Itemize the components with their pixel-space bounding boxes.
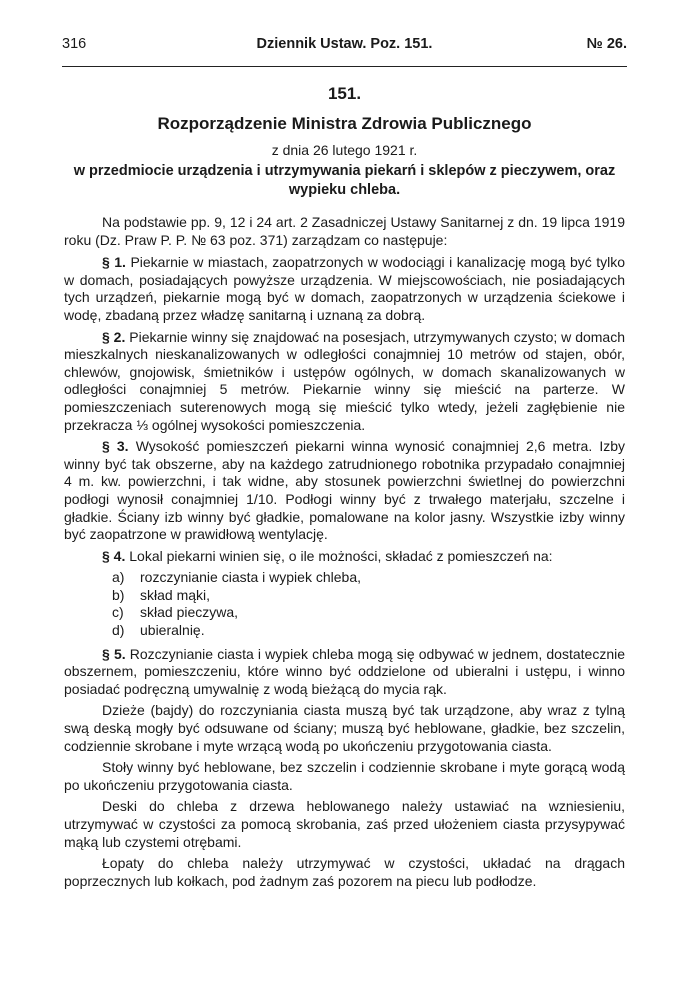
section-text: Piekarnie winny się znajdować na posesjach, utrzymywanych czysto; w domach mieszkalnych nieskanalizowanych w odległości conajmniej 10 metrów od stajen, obór, chlewów, gnojowisk, śmietników i ustępów ogólnych, w domach skanalizowanych w odległości conajmniej 5 metrów. Piekarnie winny się mieścić na parterze. W pomieszczeniach suterenowych mogą się mieścić tylko wtedy, jeżeli zagłębienie nie przekracza ⅓ ogólnej wysokości pomieszczenia.: [64, 328, 625, 433]
page-header: [62, 36, 627, 54]
section-label: § 2.: [102, 328, 126, 345]
room-list: [64, 569, 625, 639]
section-text: Lokal piekarni winien się, o ile możności, składać z pomieszczeń na:: [129, 547, 553, 564]
list-item-text: skład mąki,: [140, 586, 211, 603]
paragraph-tables: Stoły winny być heblowane, bez szczelin i codziennie skrobane i myte gorącą wodą po ukończeniu przygotowania ciasta.: [64, 759, 625, 793]
issue-number: № 26.: [586, 36, 627, 52]
paragraph-bread-boards: Deski do chleba z drzewa heblowanego należy ustawiać na wzniesieniu, utrzymywać w czystości za pomocą skrobania, zaś przed ułożeniem ciasta przysypywać mąką lub czystemi otrębami.: [64, 798, 625, 850]
section-3: [64, 438, 625, 544]
section-label: § 4.: [102, 547, 126, 564]
document-body: [64, 214, 625, 890]
page-number: 316: [62, 36, 87, 52]
list-item: [64, 622, 625, 640]
section-1: [64, 254, 625, 324]
list-item-label: b): [112, 586, 125, 603]
document-title: Rozporządzenie Ministra Zdrowia Publicznego: [157, 114, 532, 133]
list-item-label: d): [112, 622, 125, 639]
paragraph-bread-peels: Łopaty do chleba należy utrzymywać w czystości, układać na drągach poprzecznych lub kołkach, pod żadnym zaś pozorem na piecu lub podłodze.: [64, 855, 625, 889]
section-text: Rozczynianie ciasta i wypiek chleba mogą się odbywać w jednem, dostatecznie obszernem, pomieszczeniu, które winno być oddzielone od ubieralni i ustępu, i winno posiadać podręczną umywalnię z wodą bieżącą do mycia rąk.: [64, 645, 625, 697]
section-text: Piekarnie w miastach, zaopatrzonych w wodociągi i kanalizację mogą być tylko w domach, posiadających powyższe urządzenia. W miejscowościach, nie posiadających tych urządzeń, piekarnie mogą być w domach, zaopatrzonych w urządzenia ściekowe i wodę, zbadaną przez władzę sanitarną i uznaną za dobrą.: [64, 254, 625, 323]
list-item-text: skład pieczywa,: [140, 604, 239, 621]
intro-paragraph: Na podstawie pp. 9, 12 i 24 art. 2 Zasadniczej Ustawy Sanitarnej z dn. 19 lipca 1919 roku (Dz. Praw P. P. № 63 poz. 371) zarządzam co następuje:: [64, 214, 625, 248]
document-date: z dnia 26 lutego 1921 r.: [271, 142, 418, 158]
header-divider: [62, 66, 627, 67]
section-5: [64, 646, 625, 699]
list-item-text: rozczynianie ciasta i wypiek chleba,: [140, 569, 361, 586]
list-item: [64, 587, 625, 605]
section-label: § 1.: [102, 254, 126, 271]
journal-title: Dziennik Ustaw. Poz. 151.: [256, 36, 433, 52]
list-item-label: c): [112, 604, 124, 621]
list-item: [64, 604, 625, 622]
section-4: [64, 548, 625, 566]
list-item-label: a): [112, 569, 125, 586]
list-item: [64, 569, 625, 587]
list-item-text: ubieralnię.: [140, 622, 205, 639]
section-label: § 3.: [102, 438, 129, 455]
document-content: [64, 80, 625, 894]
section-text: Wysokość pomieszczeń piekarni winna wynosić conajmniej 2,6 metra. Izby winny być tak obszerne, aby na każdego zatrudnionego robotnika przypadało conajmniej 4 m. kw. powierzchni, i tak widne, aby stosunek powierzchni świetlnej do powierzchni podłogi wynosił conajmniej 1/10. Podłogi winny być z trwałego materjału, szczelne i gładkie. Ściany izb winny być gładkie, pomalowane na kolor jasny. Wszystkie izby winny być zaopatrzone w prawidłową wentylację.: [64, 438, 626, 543]
section-label: § 5.: [102, 645, 126, 662]
paragraph-dough-troughs: Dzieże (bajdy) do rozczyniania ciasta muszą być tak urządzone, aby wraz z tylną swą deską mogły być odsuwane od ściany; muszą być heblowane, gładkie, bez szczelin, codziennie skrobane i myte wrzącą wodą po ukończeniu przygotowania ciasta.: [64, 702, 625, 754]
document-subtitle: w przedmiocie urządzenia i utrzymywania piekarń i sklepów z pieczywem, oraz wypieku chleba.: [73, 163, 616, 198]
section-2: [64, 329, 625, 435]
position-number: 151.: [327, 84, 362, 103]
